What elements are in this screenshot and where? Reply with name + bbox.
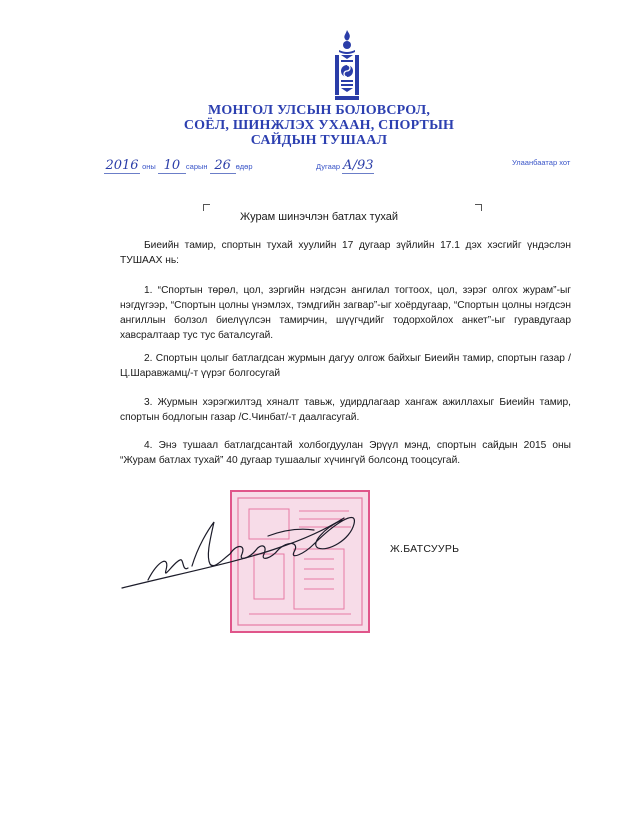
subject-title: Журам шинэчлэн батлах тухай xyxy=(240,211,398,223)
subject-corner-left xyxy=(203,204,210,211)
year-value: 2016 xyxy=(105,158,139,173)
signer-name: Ж.БАТСУУРЬ xyxy=(390,543,460,555)
clause-1-paragraph: 1. “Спортын төрөл, цол, зэргийн нэгдсэн ангилал тогтоох, цол, зэрэг олгох журам”-ыг нэгдүгээр, “Спортын цолны үнэмлэх, тэмдгийн загвар”-ыг хоёрдугаар, “Спортын цолны нэгдсэн ангиллын болзол биелүүлсэн тамирчин, шүүгчдийг тодорхойлох анкет”-ыг гуравдугаар хавсралтаар тус тус баталсугай. xyxy=(120,285,571,341)
number-value: А/93 xyxy=(342,158,374,173)
city-label: Улаанбаатар хот xyxy=(512,158,571,167)
day-label: өдөр xyxy=(235,162,253,171)
ministry-name-line2: СОЁЛ, ШИНЖЛЭХ УХААН, СПОРТЫН xyxy=(183,118,455,133)
order-number-field xyxy=(316,158,374,174)
clause-3-paragraph: 3. Журмын хэрэгжилтэд хяналт тавьж, удирдлагаар хангаж ажиллахыг Биеийн тамир, спортын бодлогын газар /С.Чинбат/-т даалгасугай. xyxy=(120,397,571,423)
preamble-paragraph: Биеийн тамир, спортын тухай хуулийн 17 дугаар зүйлийн 17.1 дэх хэсгийг үндэслэн ТУШААХ нь: xyxy=(120,240,571,266)
state-emblem-icon xyxy=(330,30,364,102)
day-value: 26 xyxy=(210,158,236,174)
number-label: Дугаар xyxy=(316,162,341,171)
ministry-name-line1: МОНГОЛ УЛСЫН БОЛОВСРОЛ, xyxy=(207,103,431,118)
document-type-title: САЙДЫН ТУШААЛ xyxy=(250,133,388,148)
month-label: сарын xyxy=(185,162,208,171)
subject-corner-right xyxy=(475,204,482,211)
year-label: оны xyxy=(142,162,156,171)
signature-image xyxy=(118,500,368,600)
clause-2-paragraph: 2. Спортын цолыг батлагдсан журмын дагуу олгож байхыг Биеийн тамир, спортын газар /Ц.Шаравжамц/-т үүрэг болгосугай xyxy=(120,353,571,379)
clause-4-paragraph: 4. Энэ тушаал батлагдсантай холбогдуулан Эрүүл мэнд, спортын сайдын 2015 оны “Журам батлах тухай” 40 дугаар тушаалыг хүчингүй болсонд тооцсугай. xyxy=(120,440,571,466)
date-field xyxy=(104,158,253,174)
month-value: 10 xyxy=(158,158,186,174)
